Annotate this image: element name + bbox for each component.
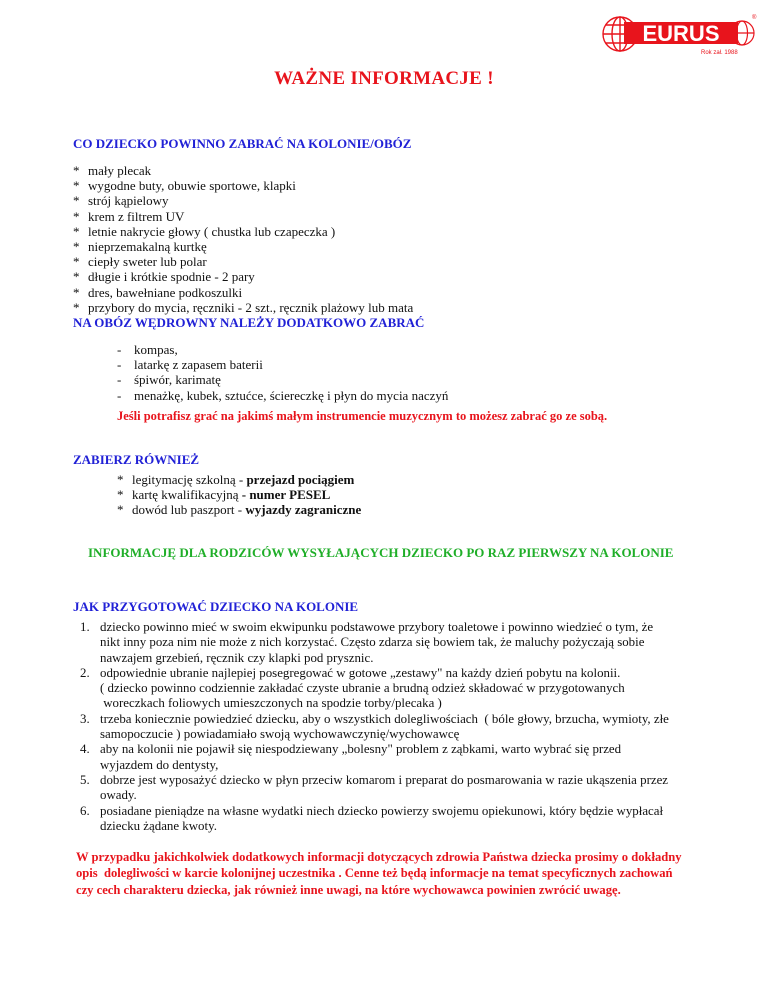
bullet-star: * bbox=[73, 163, 80, 178]
bullet-star: * bbox=[73, 178, 80, 194]
bullet-star: * bbox=[117, 502, 124, 518]
list-item-bold: - numer PESEL bbox=[241, 487, 331, 503]
bullet-star: * bbox=[73, 269, 80, 285]
section-heading-packing: CO DZIECKO POWINNO ZABRAĆ NA KOLONIE/OBÓZ bbox=[73, 136, 412, 151]
bullet-star: * bbox=[73, 254, 80, 270]
list-item bbox=[117, 502, 717, 517]
list-item-text: mały plecak bbox=[88, 163, 152, 178]
bullet-dash: - bbox=[117, 387, 122, 403]
list-item bbox=[73, 209, 713, 224]
list-item bbox=[73, 224, 713, 239]
eurus-logo bbox=[598, 10, 758, 60]
list-item bbox=[73, 254, 713, 269]
footer-line: czy cech charakteru dziecka, jak również inne uwagi, na które wychowawca powinien zwrócić uwagę. bbox=[76, 882, 621, 897]
section-heading-also: ZABIERZ RÓWNIEŻ bbox=[73, 452, 200, 467]
item-line: trzeba koniecznie powiedzieć dziecku, aby o wszystkich dolegliwościach ( bóle głowy, brzucha, wymioty, złe bbox=[100, 711, 669, 726]
page-title: WAŻNE INFORMACJE ! bbox=[274, 68, 494, 89]
item-number: 2. bbox=[80, 665, 90, 680]
logo-since: Rok zał. 1988 bbox=[701, 50, 738, 56]
item-line: samopoczucie ) powiadamiało swoją wychowawczynię/wychowawcę bbox=[100, 727, 460, 742]
list-item-text: kartę kwalifikacyjną bbox=[132, 487, 242, 503]
list-item-bold: wyjazdy zagraniczne bbox=[245, 502, 362, 518]
list-item bbox=[73, 193, 713, 208]
item-line: owady. bbox=[100, 788, 137, 803]
item-line: ( dziecko powinno codziennie zakładać czyste ubranie a brudną odzież składować w przygotowanych bbox=[100, 681, 625, 696]
list-item-text: strój kąpielowy bbox=[88, 193, 169, 209]
bullet-dash: - bbox=[117, 372, 122, 388]
numbered-item bbox=[80, 712, 700, 743]
numbered-item bbox=[80, 742, 700, 773]
list-item bbox=[73, 269, 713, 284]
list-item-text: krem z filtrem UV bbox=[88, 208, 185, 224]
bullet-star: * bbox=[73, 284, 80, 300]
list-item-text: dowód lub paszport - bbox=[132, 502, 246, 518]
instrument-note: Jeśli potrafisz grać na jakimś małym instrumencie muzycznym to możesz zabrać go ze sobą. bbox=[117, 409, 608, 423]
bullet-star: * bbox=[117, 487, 124, 503]
section-heading-prepare: JAK PRZYGOTOWAĆ DZIECKO NA KOLONIE bbox=[73, 599, 359, 614]
logo-brand: EURUS bbox=[642, 21, 720, 46]
bullet-star: * bbox=[73, 223, 80, 239]
item-number: 3. bbox=[80, 711, 90, 726]
hiking-list bbox=[117, 342, 717, 403]
list-item-text: ciepły sweter lub polar bbox=[88, 254, 207, 270]
bullet-dash: - bbox=[117, 357, 122, 373]
list-item-text: wygodne buty, obuwie sportowe, klapki bbox=[88, 178, 296, 194]
list-item-text: legitymację szkolną - bbox=[132, 472, 247, 487]
footer-line: opis dolegliwości w karcie kolonijnej uczestnika . Cenne też będą informacje na temat specyficznych zachowań bbox=[76, 866, 673, 881]
item-line: aby na kolonii nie pojawił się niespodziewany „bolesny" problem z ząbkami, warto wybrać się przed bbox=[100, 742, 622, 757]
list-item bbox=[73, 300, 713, 315]
list-item-text: latarkę z zapasem baterii bbox=[134, 357, 263, 373]
bullet-star: * bbox=[73, 208, 80, 224]
list-item-text: menażkę, kubek, sztućce, ściereczkę i płyn do mycia naczyń bbox=[134, 387, 449, 403]
numbered-item bbox=[80, 773, 700, 804]
item-line: dziecko powinno mieć w swoim ekwipunku podstawowe przybory toaletowe i powinno wiedzieć o tym, że bbox=[100, 620, 654, 634]
packing-list bbox=[73, 163, 713, 315]
list-item-text: dres, bawełniane podkoszulki bbox=[88, 284, 243, 300]
numbered-item bbox=[80, 804, 700, 835]
list-item bbox=[117, 372, 717, 387]
item-line: dziecku żądane kwoty. bbox=[100, 818, 217, 833]
list-item bbox=[117, 487, 717, 502]
item-line: nawzajem grzebień, ręcznik czy klapki pod prysznic. bbox=[100, 650, 374, 665]
registered-mark: ® bbox=[752, 15, 757, 21]
bullet-star: * bbox=[73, 239, 80, 255]
list-item-text: nieprzemakalną kurtkę bbox=[88, 239, 207, 255]
list-item-text: letnie nakrycie głowy ( chustka lub czapeczka ) bbox=[88, 223, 336, 239]
health-info-note bbox=[76, 849, 716, 898]
numbered-item bbox=[80, 666, 700, 712]
list-item-text: śpiwór, karimatę bbox=[134, 372, 221, 388]
bullet-star: * bbox=[73, 299, 80, 315]
list-item bbox=[117, 342, 717, 357]
list-item-text: długie i krótkie spodnie - 2 pary bbox=[88, 269, 255, 285]
list-item bbox=[73, 285, 713, 300]
list-item bbox=[117, 472, 717, 487]
list-item bbox=[117, 388, 717, 403]
list-item bbox=[73, 163, 713, 178]
item-number: 4. bbox=[80, 742, 90, 757]
item-line: woreczkach foliowych umieszczonych na spodzie torby/plecaka ) bbox=[100, 696, 442, 711]
item-number: 5. bbox=[80, 772, 90, 787]
parents-info-heading: INFORMACJĘ DLA RODZICÓW WYSYŁAJĄCYCH DZIECKO PO RAZ PIERWSZY NA KOLONIE bbox=[88, 545, 674, 560]
bullet-star: * bbox=[117, 472, 124, 487]
item-line: nikt inny poza nim nie może z nich korzystać. Często zdarza się bowiem tak, że maluchy pożyczają sobie bbox=[100, 635, 645, 650]
footer-line: W przypadku jakichkolwiek dodatkowych informacji dotyczących zdrowia Państwa dziecka prosimy o dokładny bbox=[76, 850, 682, 864]
list-item-text: kompas, bbox=[134, 342, 178, 357]
item-line: posiadane pieniądze na własne wydatki niech dziecko powierzy swojemu opiekunowi, który będzie wypłacał bbox=[100, 803, 664, 818]
globe-icon-right bbox=[730, 21, 754, 45]
item-line: wyjazdem do dentysty, bbox=[100, 757, 219, 772]
item-number: 1. bbox=[80, 620, 90, 634]
list-item bbox=[73, 178, 713, 193]
documents-list bbox=[117, 472, 717, 518]
item-line: dobrze jest wyposażyć dziecko w płyn przeciw komarom i preparat do posmarowania w razie ukąszenia przez bbox=[100, 772, 669, 787]
section-heading-hiking: NA OBÓZ WĘDROWNY NALEŻY DODATKOWO ZABRAĆ bbox=[73, 315, 425, 330]
preparation-list bbox=[80, 620, 700, 834]
item-line: odpowiednie ubranie najlepiej posegregować w gotowe „zestawy" na każdy dzień pobytu na kolonii. bbox=[100, 665, 621, 680]
list-item bbox=[73, 239, 713, 254]
bullet-dash: - bbox=[117, 342, 122, 357]
numbered-item bbox=[80, 620, 700, 666]
list-item bbox=[117, 357, 717, 372]
item-number: 6. bbox=[80, 803, 90, 818]
list-item-bold: przejazd pociągiem bbox=[246, 472, 355, 487]
list-item-text: przybory do mycia, ręczniki - 2 szt., ręcznik plażowy lub mata bbox=[88, 299, 414, 315]
bullet-star: * bbox=[73, 193, 80, 209]
